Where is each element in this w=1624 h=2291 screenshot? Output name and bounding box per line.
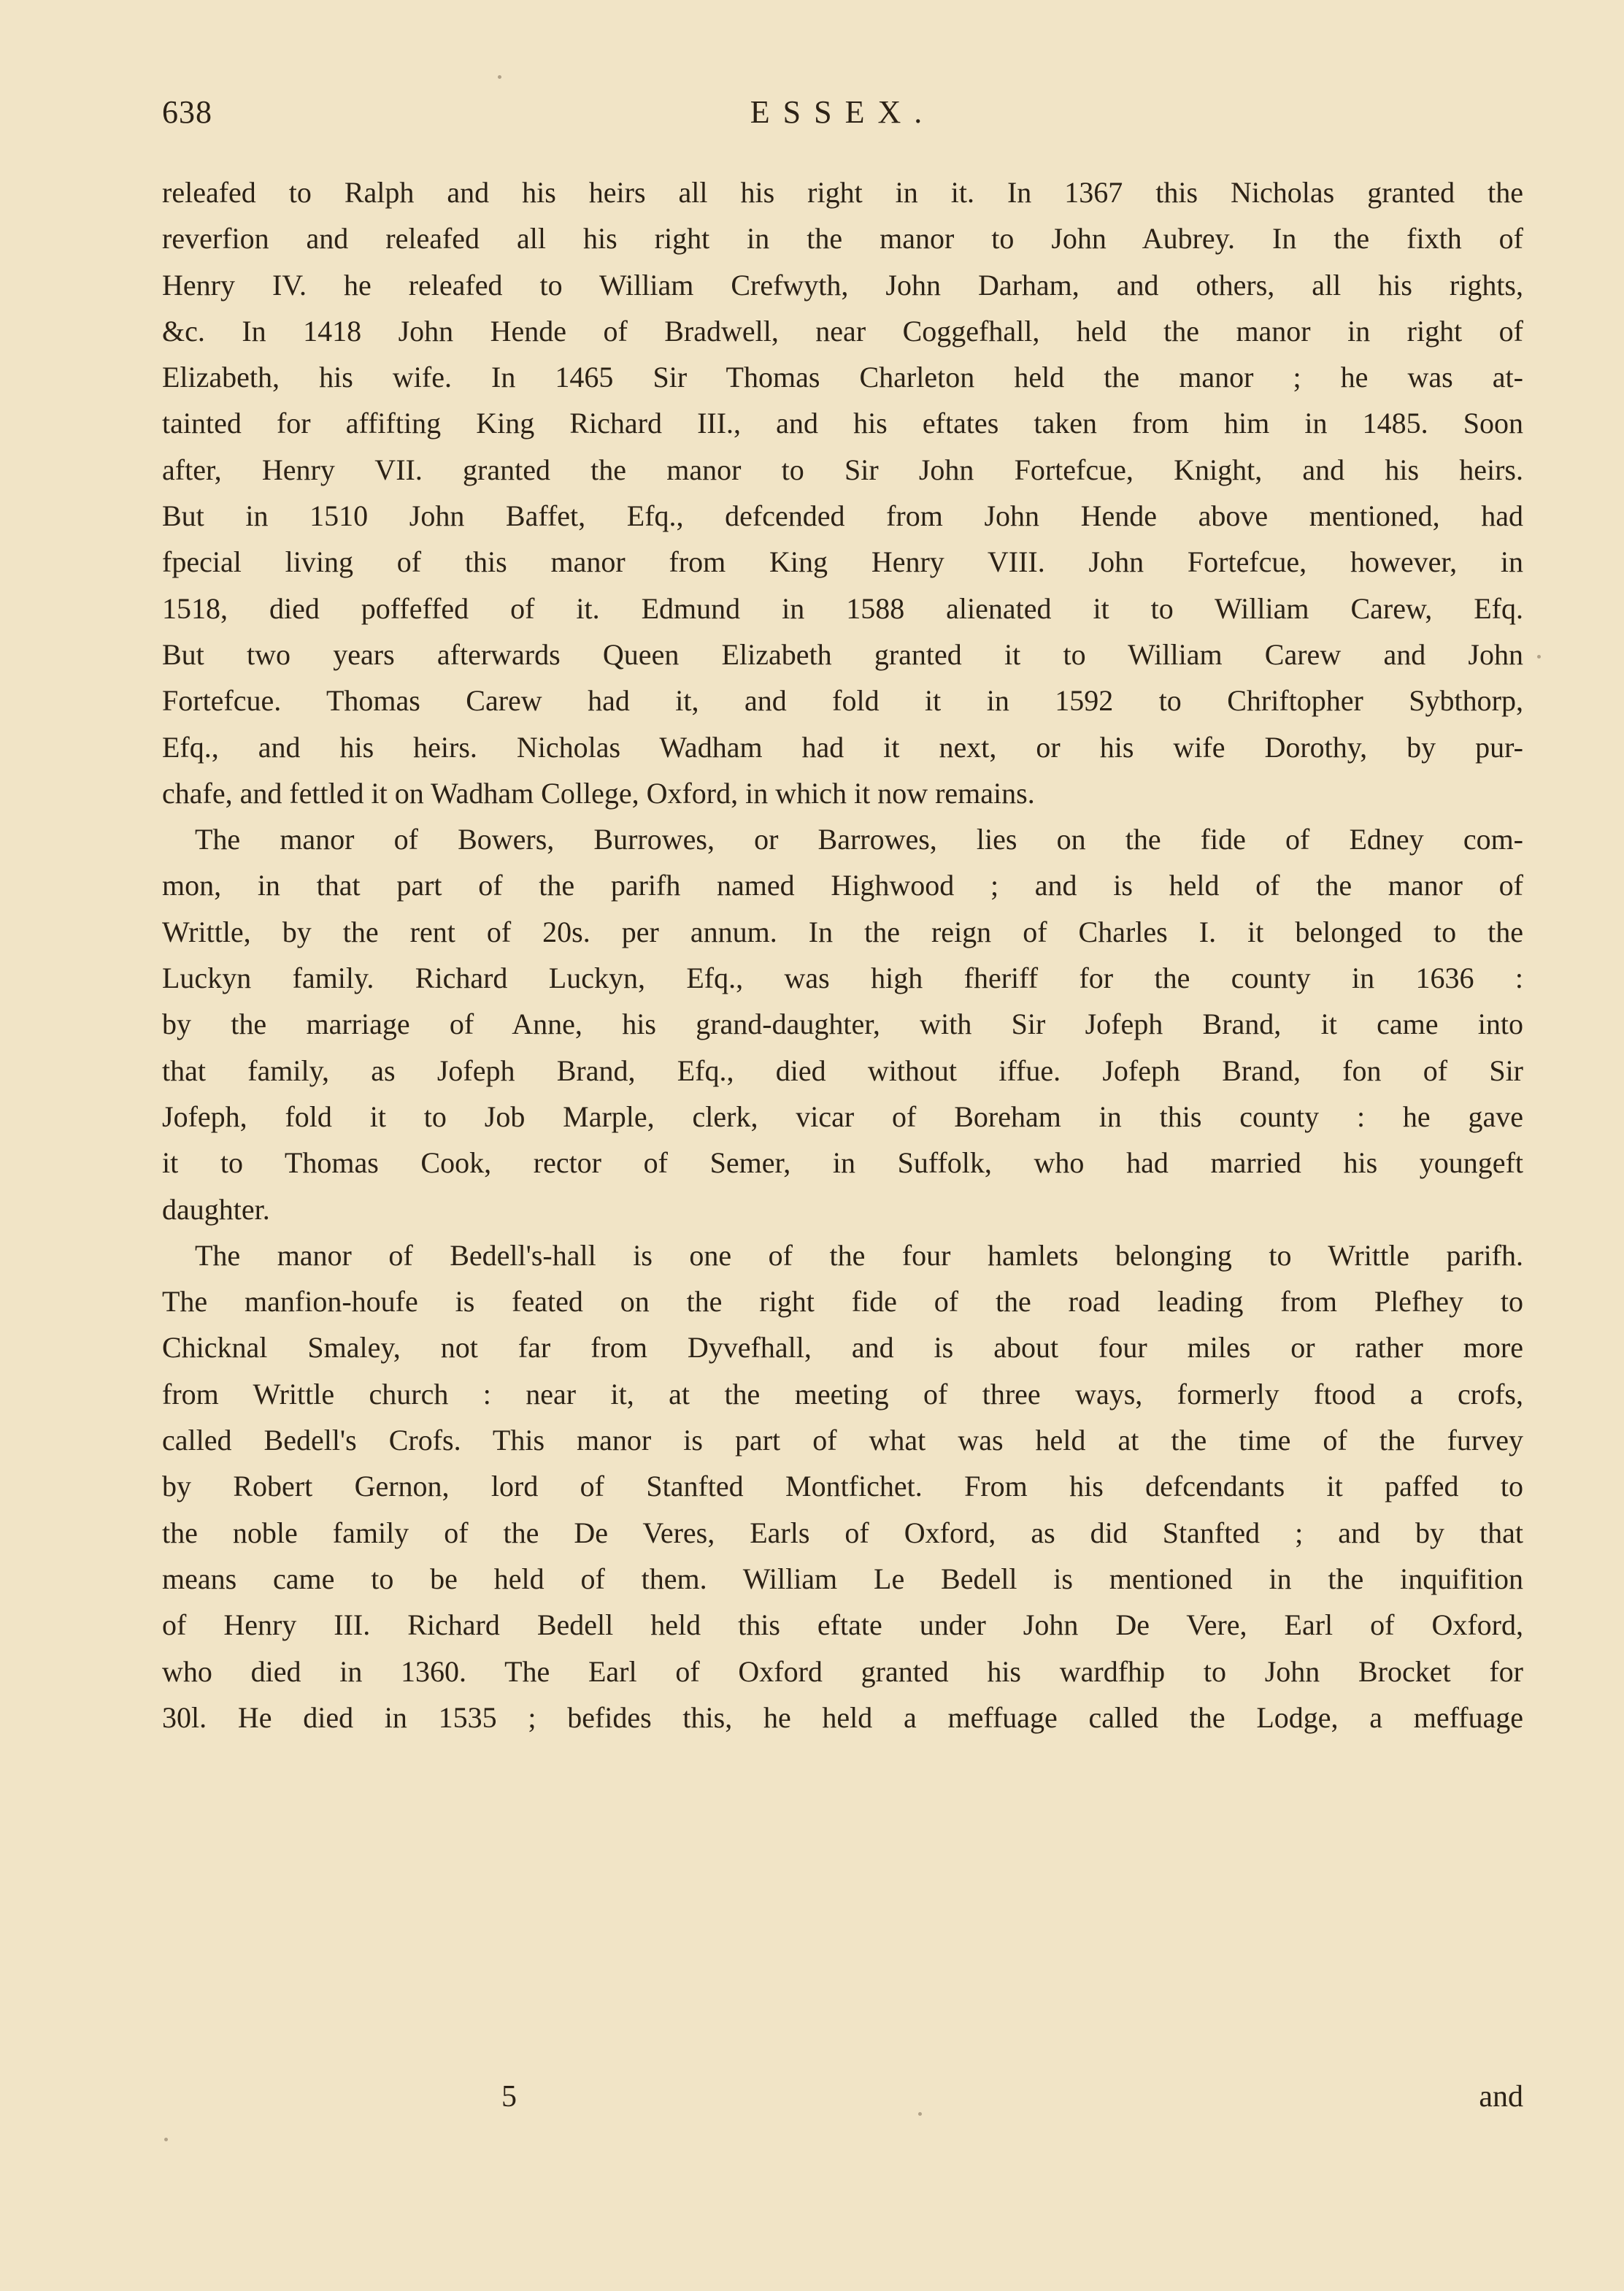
- text-line: Henry IV. he releafed to William Crefwyth, John Darham, and others, all his rights,: [162, 268, 1523, 302]
- text-line: Chicknal Smaley, not far from Dyvefhall, and is about four miles or rather more: [162, 1331, 1523, 1365]
- text-line: The manor of Bedell's-hall is one of the four hamlets belonging to Writtle parifh.: [195, 1238, 1523, 1272]
- paper-speck: [164, 2138, 168, 2141]
- text-line: from Writtle church : near it, at the meeting of three ways, formerly ftood a crofs,: [162, 1377, 1523, 1411]
- text-line: after, Henry VII. granted the manor to Sir John Fortefcue, Knight, and his heirs.: [162, 453, 1523, 486]
- text-line: But in 1510 John Baffet, Efq., defcended from John Hende above mentioned, had: [162, 499, 1523, 533]
- text-line: 1518, died poffeffed of it. Edmund in 1588 alienated it to William Carew, Efq.: [162, 591, 1523, 625]
- text-line: releafed to Ralph and his heirs all his right in it. In 1367 this Nicholas granted the: [162, 176, 1523, 209]
- text-line: reverfion and releafed all his right in the manor to John Aubrey. In the fixth of: [162, 222, 1523, 256]
- page-header: [162, 93, 1523, 137]
- text-line: mon, in that part of the parifh named Highwood ; and is held of the manor of: [162, 869, 1523, 902]
- text-line: who died in 1360. The Earl of Oxford granted his wardfhip to John Brocket for: [162, 1654, 1523, 1688]
- text-line: daughter.: [162, 1192, 270, 1226]
- text-line: But two years afterwards Queen Elizabeth granted it to William Carew and John: [162, 637, 1523, 671]
- text-line: by the marriage of Anne, his grand-daughter, with Sir Jofeph Brand, it came into: [162, 1008, 1523, 1041]
- text-line: chafe, and fettled it on Wadham College, Oxford, in which it now remains.: [162, 776, 1035, 810]
- paragraph: [162, 1232, 1523, 1741]
- text-line: called Bedell's Crofs. This manor is part of what was held at the time of the furvey: [162, 1424, 1523, 1457]
- text-line: 30l. He died in 1535 ; befides this, he held a meffuage called the Lodge, a meffuage: [162, 1700, 1523, 1734]
- text-line: the noble family of the De Veres, Earls of Oxford, as did Stanfted ; and by that: [162, 1516, 1523, 1549]
- text-line: means came to be held of them. William Le Bedell is mentioned in the inquifition: [162, 1562, 1523, 1595]
- text-line: by Robert Gernon, lord of Stanfted Montfichet. From his defcendants it paffed to: [162, 1470, 1523, 1503]
- text-line: tainted for affifting King Richard III., and his eftates taken from him in 1485. Soon: [162, 407, 1523, 440]
- text-line: &c. In 1418 John Hende of Bradwell, near Coggefhall, held the manor in right of: [162, 314, 1523, 348]
- text-line: The manfion-houfe is feated on the right fide of the road leading from Plefhey to: [162, 1285, 1523, 1319]
- signature-mark: 5: [501, 2080, 517, 2114]
- catchword: and: [1479, 2080, 1523, 2114]
- paper-speck: [1537, 655, 1541, 659]
- paragraph: [162, 816, 1523, 1232]
- text-line: fpecial living of this manor from King Henry VIII. John Fortefcue, however, in: [162, 545, 1523, 579]
- text-line: Elizabeth, his wife. In 1465 Sir Thomas Charleton held the manor ; he was at-: [162, 361, 1523, 394]
- running-head: ESSEX.: [750, 94, 936, 130]
- page-number: 638: [162, 94, 212, 130]
- paper-speck: [498, 75, 501, 79]
- text-line: The manor of Bowers, Burrowes, or Barrowes, lies on the fide of Edney com-: [195, 823, 1523, 856]
- text-line: Jofeph, fold it to Job Marple, clerk, vicar of Boreham in this county : he gave: [162, 1100, 1523, 1133]
- text-line: Efq., and his heirs. Nicholas Wadham had it next, or his wife Dorothy, by pur-: [162, 730, 1523, 764]
- text-line: Fortefcue. Thomas Carew had it, and fold it in 1592 to Chriftopher Sybthorp,: [162, 684, 1523, 718]
- text-line: it to Thomas Cook, rector of Semer, in Suffolk, who had married his youngeft: [162, 1146, 1523, 1180]
- text-line: Luckyn family. Richard Luckyn, Efq., was high fheriff for the county in 1636 :: [162, 962, 1523, 995]
- paper-speck: [918, 2112, 922, 2116]
- body-text: [162, 169, 1523, 1741]
- paragraph: [162, 169, 1523, 816]
- text-line: Writtle, by the rent of 20s. per annum. In the reign of Charles I. it belonged to the: [162, 915, 1523, 948]
- text-line: that family, as Jofeph Brand, Efq., died without iffue. Jofeph Brand, fon of Sir: [162, 1054, 1523, 1087]
- text-line: of Henry III. Richard Bedell held this eftate under John De Vere, Earl of Oxford,: [162, 1608, 1523, 1642]
- page-footer: [162, 2079, 1523, 2126]
